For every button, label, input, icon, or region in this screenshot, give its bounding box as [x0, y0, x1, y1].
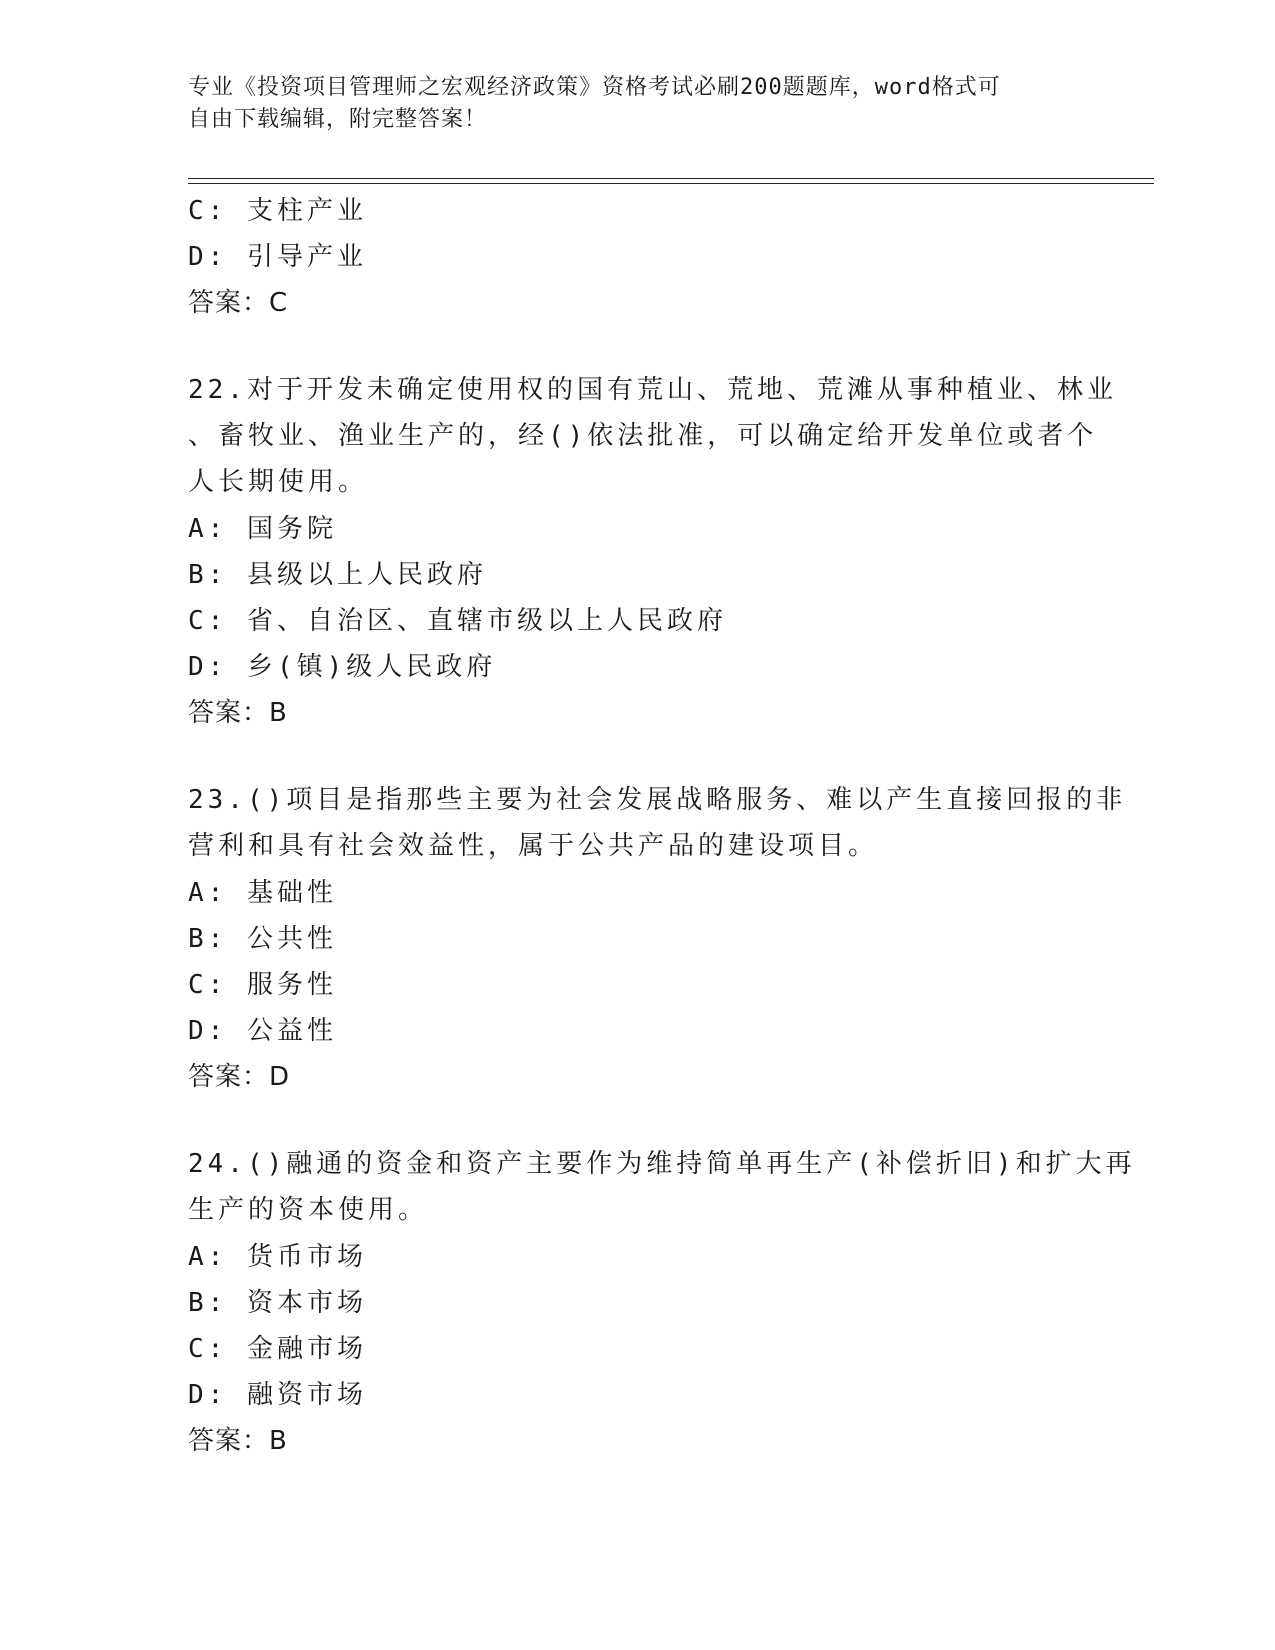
header-rule-bottom — [188, 183, 1154, 184]
question-22 — [188, 368, 1117, 736]
spacer — [188, 326, 1088, 368]
question-text-line: 23.()项目是指那些主要为社会发展战略服务、难以产生直接回报的非 — [188, 785, 1127, 815]
question-text-line: 、畜牧业、渔业生产的，经()依法批准，可以确定给开发单位或者个 — [188, 421, 1098, 451]
spacer — [188, 1100, 1088, 1142]
answer-line: 答案：B — [188, 698, 288, 728]
answer-line: 答案：B — [188, 1426, 288, 1456]
option-b: B: 县级以上人民政府 — [188, 560, 487, 590]
header-line-2: 自由下载编辑，附完整答案！ — [188, 107, 488, 132]
option-d: D: 乡(镇)级人民政府 — [188, 652, 497, 682]
question-23 — [188, 778, 1127, 1100]
option-d: D: 公益性 — [188, 1016, 337, 1046]
question-text-line: 22.对于开发未确定使用权的国有荒山、荒地、荒滩从事种植业、林业 — [188, 375, 1117, 405]
option-c: C: 金融市场 — [188, 1334, 367, 1364]
question-text-line: 人长期使用。 — [188, 467, 369, 497]
question-24 — [188, 1142, 1136, 1464]
option-c: C: 服务性 — [188, 970, 337, 1000]
header-rule-top — [188, 178, 1154, 179]
option-b: B: 资本市场 — [188, 1288, 367, 1318]
carryover-block — [188, 188, 1088, 326]
document-header — [188, 72, 1088, 136]
option-d: D: 融资市场 — [188, 1380, 367, 1410]
option-c: C: 省、自治区、直辖市级以上人民政府 — [188, 606, 727, 636]
option-a: A: 基础性 — [188, 878, 337, 908]
option-b: B: 公共性 — [188, 924, 337, 954]
answer-line: 答案：C — [188, 288, 289, 318]
question-text-line: 24.()融通的资金和资产主要作为维持简单再生产(补偿折旧)和扩大再 — [188, 1149, 1136, 1179]
option-c: C: 支柱产业 — [188, 196, 367, 226]
header-line-1: 专业《投资项目管理师之宏观经济政策》资格考试必刷200题题库，word格式可 — [188, 75, 1001, 100]
question-text-line: 营利和具有社会效益性，属于公共产品的建设项目。 — [188, 831, 879, 861]
question-content — [188, 188, 1136, 1464]
option-a: A: 货币市场 — [188, 1242, 367, 1272]
answer-line: 答案：D — [188, 1062, 291, 1092]
option-d: D: 引导产业 — [188, 242, 367, 272]
question-text-line: 生产的资本使用。 — [188, 1195, 429, 1225]
spacer — [188, 736, 1088, 778]
option-a: A: 国务院 — [188, 514, 337, 544]
